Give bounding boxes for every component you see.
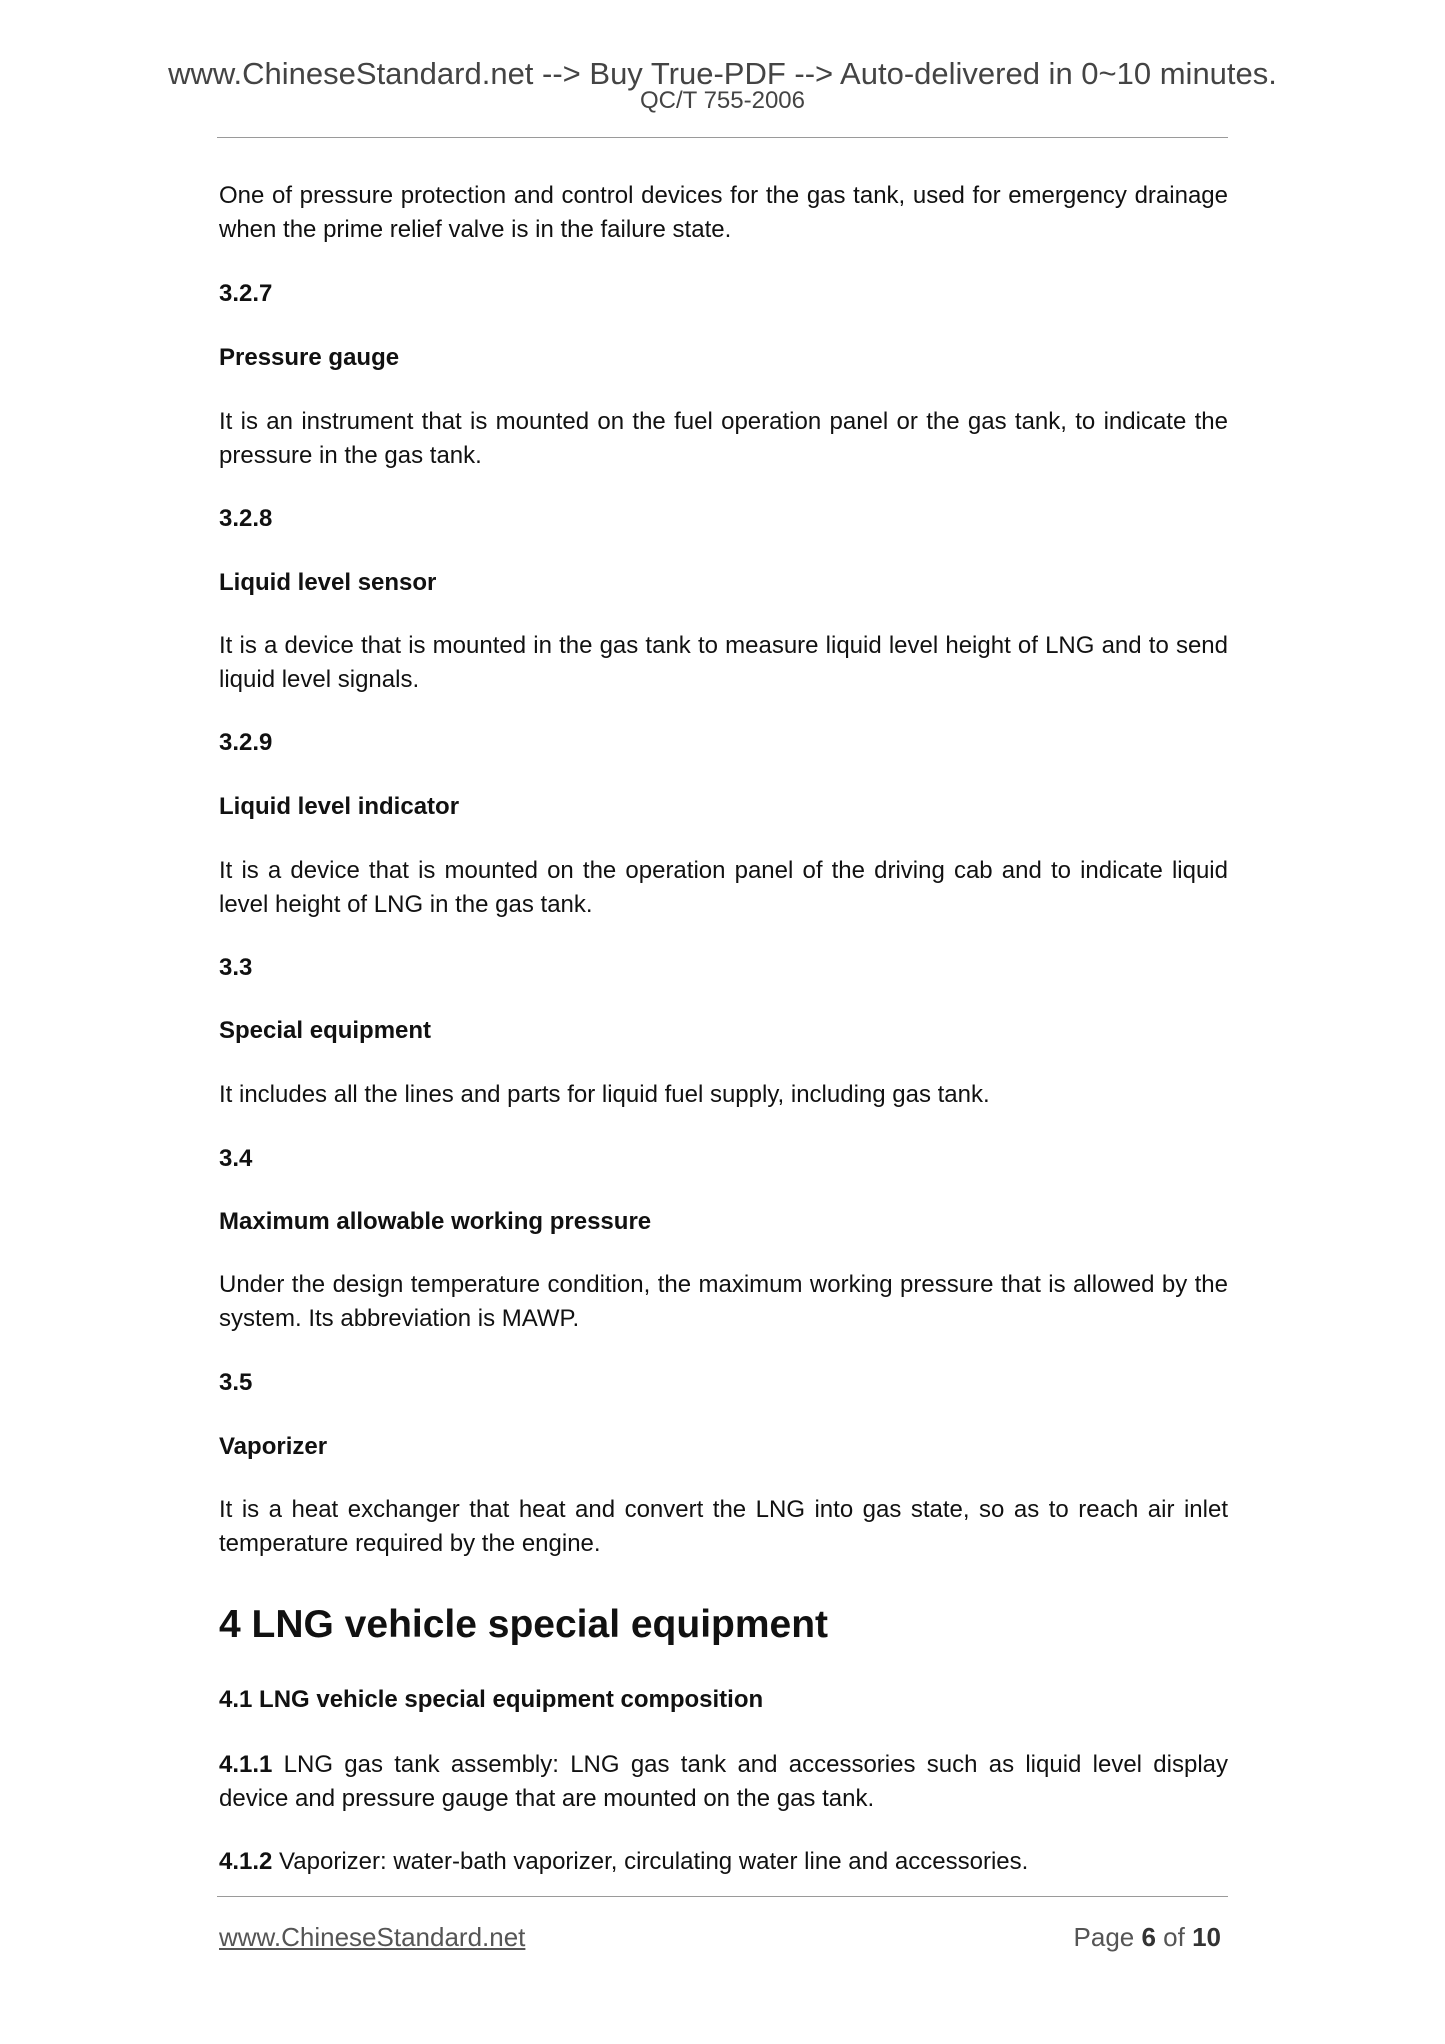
definition-special-equipment: It includes all the lines and parts for liquid fuel supply, including gas tank.: [219, 1081, 990, 1108]
page-prefix: Page: [1073, 1922, 1142, 1952]
term-liquid-level-indicator: Liquid level indicator: [219, 793, 460, 820]
clause-text: LNG gas tank assembly: LNG gas tank and accessories such as liquid level display device and pressure gauge that are mounted on the gas tank.: [219, 1751, 1228, 1812]
header-divider: [217, 137, 1228, 138]
definition-pressure-gauge: It is an instrument that is mounted on the fuel operation panel or the gas tank, to indicate the pressure in the gas tank.: [219, 408, 1228, 469]
page-indicator: [1074, 1921, 1221, 1953]
term-maximum-allowable-working-pressure: Maximum allowable working pressure: [219, 1208, 652, 1235]
chapter-heading: 4 LNG vehicle special equipment: [219, 1603, 829, 1646]
section-number-3-5: 3.5: [219, 1369, 253, 1396]
definition-liquid-level-sensor: It is a device that is mounted in the gas tank to measure liquid level height of LNG and to send liquid level signals.: [219, 632, 1228, 693]
term-liquid-level-sensor: Liquid level sensor: [219, 569, 437, 596]
definition-vaporizer: It is a heat exchanger that heat and convert the LNG into gas state, so as to reach air inlet temperature required by the engine.: [219, 1496, 1228, 1557]
page-of: of: [1155, 1922, 1193, 1952]
definition-liquid-level-indicator: It is a device that is mounted on the operation panel of the driving cab and to indicate liquid level height of LNG in the gas tank.: [219, 857, 1228, 918]
clause-text: Vaporizer: water-bath vaporizer, circulating water line and accessories.: [272, 1848, 1029, 1875]
term-vaporizer: Vaporizer: [219, 1433, 328, 1460]
section-number-3-2-8: 3.2.8: [219, 505, 273, 532]
term-pressure-gauge: Pressure gauge: [219, 344, 400, 371]
page-total: 10: [1192, 1922, 1221, 1952]
section-number-3-2-7: 3.2.7: [219, 280, 273, 307]
clause-4-1-2: [219, 1845, 1228, 1879]
definition-mawp: Under the design temperature condition, the maximum working pressure that is allowed by the system. Its abbreviation is MAWP.: [219, 1271, 1228, 1332]
standard-code: QC/T 755-2006: [640, 87, 805, 114]
clause-number: 4.1.1: [219, 1751, 273, 1778]
intro-paragraph: One of pressure protection and control devices for the gas tank, used for emergency drainage when the prime relief valve is in the failure state.: [219, 182, 1228, 243]
clause-4-1-1: [219, 1748, 1228, 1816]
footer-divider: [217, 1896, 1228, 1897]
section-number-3-2-9: 3.2.9: [219, 729, 273, 756]
section-number-3-4: 3.4: [219, 1145, 253, 1172]
clause-number: 4.1.2: [219, 1848, 273, 1875]
subheading-4-1: 4.1 LNG vehicle special equipment composition: [219, 1686, 764, 1713]
term-special-equipment: Special equipment: [219, 1017, 432, 1044]
site-banner: www.ChineseStandard.net --> Buy True-PDF --> Auto-delivered in 0~10 minutes.: [168, 56, 1277, 91]
page-current: 6: [1141, 1922, 1156, 1952]
section-number-3-3: 3.3: [219, 954, 253, 981]
footer-site-link[interactable]: www.ChineseStandard.net: [219, 1922, 526, 1952]
